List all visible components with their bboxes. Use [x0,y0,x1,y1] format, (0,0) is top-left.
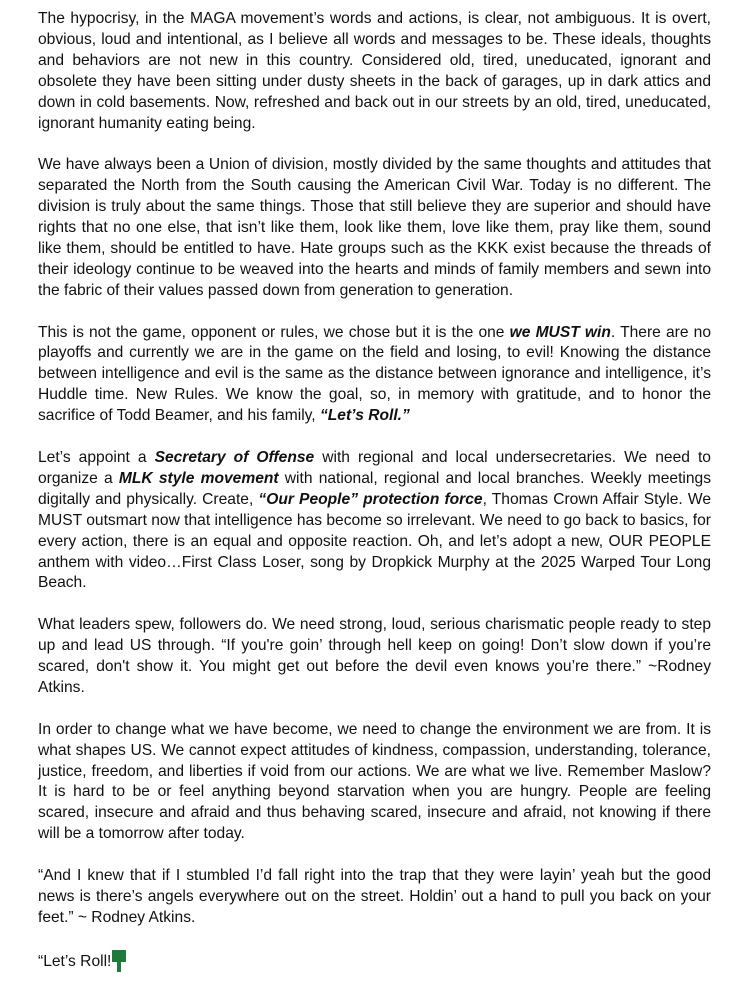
emphasis-mlk-style-movement: MLK style movement [118,469,279,487]
paragraph-4 [38,448,711,594]
paragraph-4-text-3: with national, regional and local branches. Weekly meetings digitally and physically. Create, [38,469,712,508]
paragraph-3-text-1: This is not the game, opponent or rules, we chose but it is the one [38,323,510,341]
paragraph-2: We have always been a Union of division, mostly divided by the same thoughts and attitudes that separated the North from the South causing the American Civil War. Today is no different. The division is truly about the same things. Those that still believe they are superior and should have rights that no one else, that isn’t like them, look like them, love like them, pray like them, sound like them, should be entitled to have. Hate groups such as the KKK exist because the threads of their ideology continue to be weaved into the hearts and minds of family members and sewn into the fabric of their values passed down from generation to generation. [38,156,711,299]
paragraph-4-text-1: Let’s appoint a [38,448,155,466]
paragraph-6: In order to change what we have become, we need to change the environment we are from. It is what shapes US. We cannot expect attitudes of kindness, compassion, understanding, tolerance, justice, freedom, and liberties if void from our actions. We are what we live. Remember Maslow? It is hard to be or feel anything beyond starvation when you are hungry. People are feeling scared, insecure and afraid and thus behaving scared, insecure and afraid, not knowing if there will be a tomorrow after today. [38,720,711,843]
emphasis-secretary-of-offense: Secretary of Offense [154,448,315,466]
paragraph-7: “And I knew that if I stumbled I’d fall right into the trap that they were layin’ yeah but the good news is there’s angels everywhere out on the street. Holdin’ out a hand to pull you back on your feet.” ~ Rodney Atkins. [38,867,711,926]
emphasis-our-people-protection-force: “Our People” protection force [258,490,483,508]
emphasis-we-must-win: we MUST win [509,323,611,341]
paragraph-1: The hypocrisy, in the MAGA movement’s words and actions, is clear, not ambiguous. It is overt, obvious, loud and intentional, as I believe all words and messages to be. These ideals, thoughts and behaviors are not new in this country. Considered old, tired, uneducated, ignorant and obsolete they have been sitting under dusty sheets in the back of garages, up in dark attics and down in cold basements. Now, refreshed and back out in our streets by an old, tired, uneducated, ignorant humanity eating being. [38,10,711,132]
document-body [38,9,711,993]
paragraph-4-text-4: , Thomas Crown Affair Style. We MUST outsmart now that intelligence has become so irrelevant. We need to go back to basics, for every action, there is an equal and opposite reaction. Oh, and let’s adopt a new, OUR PEOPLE anthem with video…First Class Loser, song by Dropkick Murphy at the 2025 Warped Tour Long Beach. [38,490,711,592]
emphasis-lets-roll: “Let’s Roll.” [319,407,410,425]
paragraph-3-text-2: . There are no playoffs and currently we are in the game on the field and losing, to evil! Knowing the distance between intelligence and evil is the same as the distance between ignorance and intelligence, it’s Huddle time. New Rules. We know the goal, so, in memory with gratitude, and to honor the sacrifice of Todd Beamer, and his family, [38,323,711,425]
closing-line [38,950,711,973]
closing-text: “Let’s Roll! [38,952,112,970]
paragraph-3 [38,323,711,428]
flag-pole [117,960,121,972]
paragraph-5: What leaders spew, followers do. We need strong, loud, serious charismatic people ready to step up and lead US through. “If you're goin’ through hell keep on going! Don’t slow down if you’re scared, don't show it. You might get out before the devil even knows you’re there.” ~Rodney Atkins. [38,616,711,696]
paragraph-4-text-2: with regional and local undersecretaries. We need to organize a [38,448,711,487]
green-flag-icon [112,950,126,972]
